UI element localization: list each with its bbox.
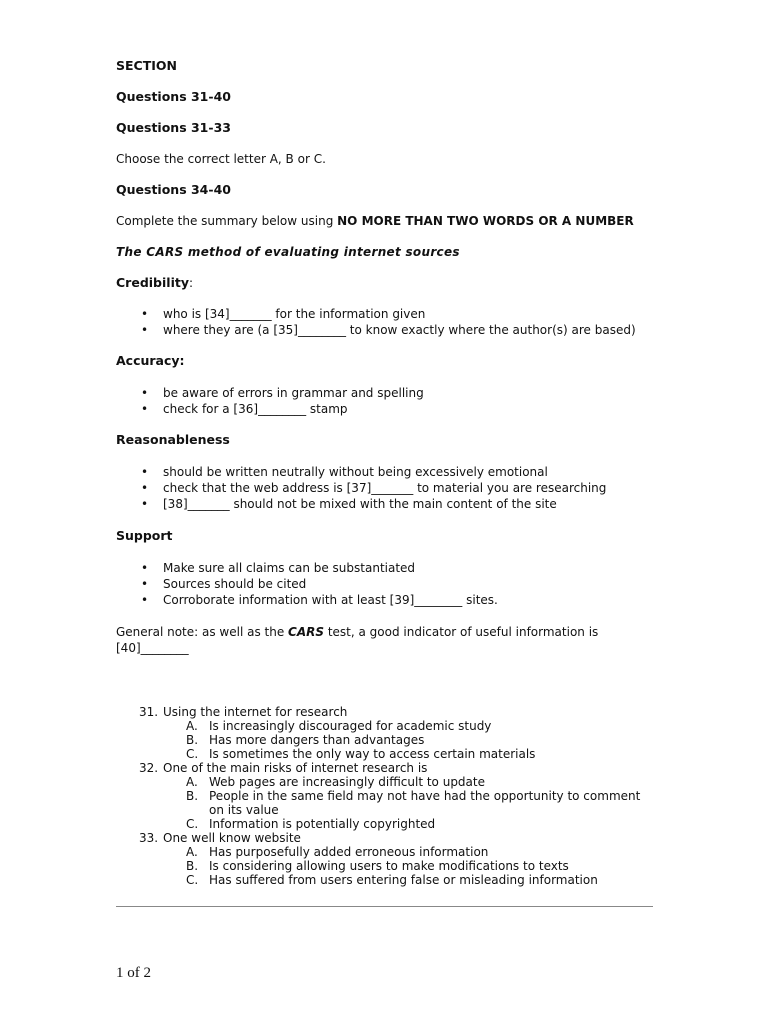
- list-item: [116, 496, 676, 512]
- list-item-text: who is [34]_______ for the information given: [163, 307, 426, 321]
- bullet-icon: •: [141, 323, 149, 337]
- option-text: Is increasingly discouraged for academic study: [209, 719, 492, 733]
- page-number: 1 of 2: [116, 965, 151, 981]
- list-item-text: check for a [36]________ stamp: [163, 402, 348, 416]
- answer-option: [139, 775, 659, 789]
- part2-instruction-prefix: Complete the summary below using: [116, 214, 338, 228]
- support-list: [116, 560, 676, 608]
- reasonableness-list: [116, 464, 676, 512]
- option-text: Is sometimes the only way to access certain materials: [209, 747, 536, 761]
- bullet-icon: •: [141, 497, 149, 511]
- list-item: [116, 464, 676, 480]
- option-letter: A.: [186, 775, 198, 789]
- option-text: Has more dangers than advantages: [209, 733, 425, 747]
- list-item: [116, 560, 676, 576]
- list-item: [116, 322, 676, 338]
- bullet-icon: •: [141, 465, 149, 479]
- list-item-text: Make sure all claims can be substantiated: [163, 561, 416, 575]
- list-item-text: Corroborate information with at least [39]________ sites.: [163, 593, 498, 607]
- list-item-text: should be written neutrally without being excessively emotional: [163, 465, 548, 479]
- answer-option: [139, 817, 659, 831]
- answer-option: [139, 873, 659, 887]
- option-text: Has purposefully added erroneous information: [209, 845, 489, 859]
- credibility-heading-text: Credibility: [116, 275, 189, 290]
- reasonableness-heading: Reasonableness: [116, 432, 230, 447]
- part2-instruction-limit: NO MORE THAN TWO WORDS OR A NUMBER: [337, 214, 634, 228]
- answer-option: [139, 747, 659, 761]
- general-note-suffix: test, a good indicator of useful information is: [324, 625, 599, 639]
- option-text: Has suffered from users entering false or misleading information: [209, 873, 598, 887]
- accuracy-list: [116, 385, 676, 417]
- option-letter: A.: [186, 719, 198, 733]
- list-item-text: [38]_______ should not be mixed with the main content of the site: [163, 497, 557, 511]
- list-item: [116, 480, 676, 496]
- list-item: [116, 576, 676, 592]
- bullet-icon: •: [141, 481, 149, 495]
- list-item-text: check that the web address is [37]_______ to material you are researching: [163, 481, 607, 495]
- bullet-icon: •: [141, 386, 149, 400]
- option-text: Web pages are increasingly difficult to update: [209, 775, 485, 789]
- summary-title: The CARS method of evaluating internet sources: [116, 245, 460, 259]
- answer-option: [139, 733, 659, 747]
- bullet-icon: •: [141, 577, 149, 591]
- part2-heading: Questions 34-40: [116, 182, 231, 197]
- answer-option: [139, 789, 649, 817]
- credibility-list: [116, 306, 676, 338]
- question-text: One well know website: [163, 831, 301, 845]
- list-item: [116, 401, 676, 417]
- question-31: [139, 705, 659, 761]
- list-item-text: be aware of errors in grammar and spelling: [163, 386, 424, 400]
- option-letter: B.: [186, 789, 199, 803]
- general-note-cars: CARS: [288, 625, 325, 639]
- question-text: One of the main risks of internet research is: [163, 761, 428, 775]
- part1-heading: Questions 31-33: [116, 120, 231, 135]
- part1-instruction: Choose the correct letter A, B or C.: [116, 152, 326, 166]
- option-text: Is considering allowing users to make modifications to texts: [209, 859, 569, 873]
- option-letter: C.: [186, 747, 199, 761]
- option-letter: A.: [186, 845, 198, 859]
- bullet-icon: •: [141, 307, 149, 321]
- credibility-heading-colon: :: [188, 276, 194, 290]
- general-note-prefix: General note: as well as the: [116, 625, 289, 639]
- list-item: [116, 385, 676, 401]
- question-text: Using the internet for research: [163, 705, 348, 719]
- answer-option: [139, 719, 659, 733]
- credibility-heading: [116, 275, 676, 291]
- document-page: [116, 58, 676, 656]
- option-letter: C.: [186, 817, 199, 831]
- answer-option: [139, 845, 659, 859]
- bullet-icon: •: [141, 561, 149, 575]
- horizontal-divider: [116, 906, 653, 907]
- question-stem: [139, 761, 659, 775]
- support-heading: Support: [116, 528, 173, 543]
- bullet-icon: •: [141, 593, 149, 607]
- questions-range-heading: Questions 31-40: [116, 89, 231, 104]
- list-item: [116, 592, 676, 608]
- list-item: [116, 306, 676, 322]
- option-text: Information is potentially copyrighted: [209, 817, 436, 831]
- question-number: 31.: [139, 705, 159, 719]
- option-text: People in the same field may not have had the opportunity to comment on its value: [209, 789, 641, 817]
- question-32: [139, 761, 659, 831]
- answer-option: [139, 859, 659, 873]
- question-number: 32.: [139, 761, 159, 775]
- list-item-text: Sources should be cited: [163, 577, 307, 591]
- option-letter: C.: [186, 873, 199, 887]
- option-letter: B.: [186, 859, 199, 873]
- accuracy-heading: Accuracy:: [116, 353, 185, 368]
- part2-instruction: [116, 213, 676, 229]
- question-stem: [139, 705, 659, 719]
- list-item-text: where they are (a [35]________ to know exactly where the author(s) are based): [163, 323, 636, 337]
- question-number: 33.: [139, 831, 159, 845]
- section-heading: SECTION: [116, 58, 177, 73]
- general-note: [116, 624, 676, 640]
- bullet-icon: •: [141, 402, 149, 416]
- general-note-blank: [40]________: [116, 641, 189, 655]
- option-letter: B.: [186, 733, 199, 747]
- question-stem: [139, 831, 659, 845]
- question-33: [139, 831, 659, 887]
- multiple-choice-questions: [139, 705, 659, 887]
